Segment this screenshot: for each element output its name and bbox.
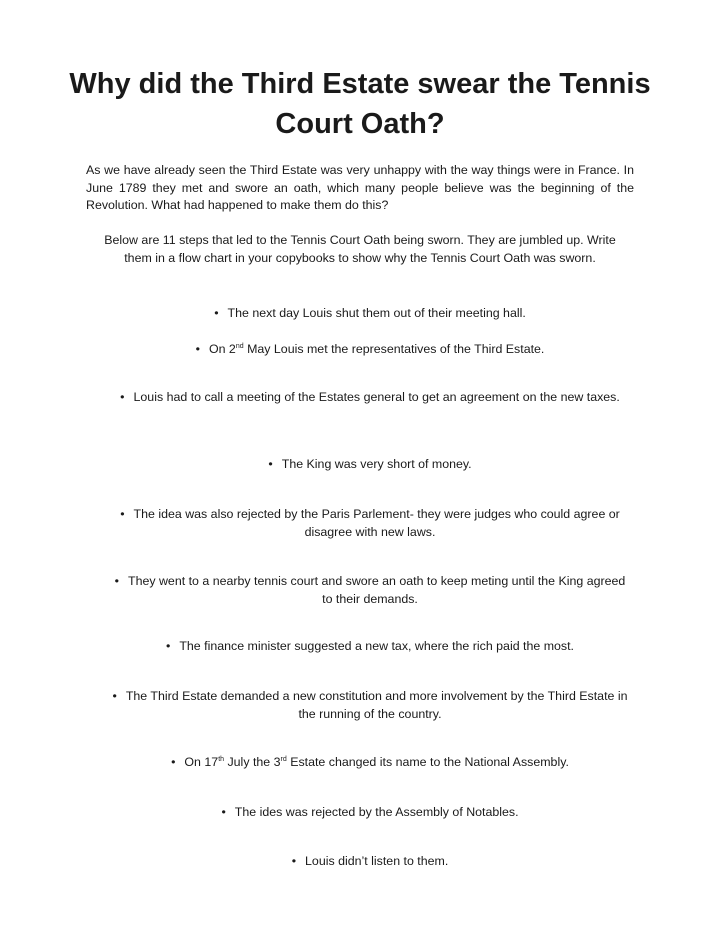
step-item (110, 388, 630, 406)
bullet-icon: • (171, 755, 176, 769)
bullet-icon: • (166, 639, 171, 653)
bullet-icon: • (120, 507, 125, 521)
step-item (110, 852, 630, 870)
step-text: The next day Louis shut them out of their meeting hall. (227, 306, 526, 320)
step-text: May Louis met the representatives of the Third Estate. (243, 342, 545, 356)
step-text: Estate changed its name to the National Assembly. (286, 755, 569, 769)
bullet-icon: • (120, 390, 125, 404)
step-item (110, 505, 630, 541)
step-superscript: th (218, 755, 225, 763)
step-text: July the 3 (224, 755, 281, 769)
bullet-icon: • (221, 805, 226, 819)
bullet-icon: • (114, 574, 119, 588)
bullet-icon: • (195, 342, 200, 356)
step-text: The finance minister suggested a new tax, where the rich paid the most. (179, 639, 574, 653)
page-title: Why did the Third Estate swear the Tennis Court Oath? (69, 68, 651, 140)
step-text: On 17 (184, 755, 219, 769)
bullet-icon: • (112, 689, 117, 703)
step-item (110, 304, 630, 322)
step-text: Louis had to call a meeting of the Estates general to get an agreement on the new taxes. (133, 390, 620, 404)
bullet-icon: • (268, 457, 273, 471)
step-superscript: nd (235, 342, 244, 350)
step-text: The King was very short of money. (281, 457, 472, 471)
step-item (110, 687, 630, 723)
step-item (110, 753, 630, 771)
step-text: The Third Estate demanded a new constitution and more involvement by the Third Estate in the running of the country. (125, 689, 628, 721)
instructions-paragraph: Below are 11 steps that led to the Tennis Court Oath being sworn. They are jumbled up. Write them in a flow chart in your copybooks to show why the Tennis Court Oath was sworn. (104, 233, 616, 265)
bullet-icon: • (291, 854, 297, 868)
step-text: They went to a nearby tennis court and swore an oath to keep meting until the King agreed to their demands. (128, 574, 626, 606)
step-text: Louis didn’t listen to them. (305, 854, 449, 868)
step-superscript: rd (280, 755, 287, 763)
step-item (110, 637, 630, 655)
intro-paragraph: As we have already seen the Third Estate was very unhappy with the way things were in France. In June 1789 they met and swore an oath, which many people believe was the beginning of the Revolution. What had happened to make them do this? (86, 163, 634, 212)
step-text: The ides was rejected by the Assembly of Notables. (234, 805, 519, 819)
step-item (110, 572, 630, 608)
step-item (110, 340, 630, 358)
step-text: The idea was also rejected by the Paris Parlement- they were judges who could agree or disagree with new laws. (133, 507, 620, 539)
step-item (110, 455, 630, 473)
step-text: On 2 (208, 342, 236, 356)
bullet-icon: • (214, 306, 219, 320)
step-item (110, 803, 630, 821)
